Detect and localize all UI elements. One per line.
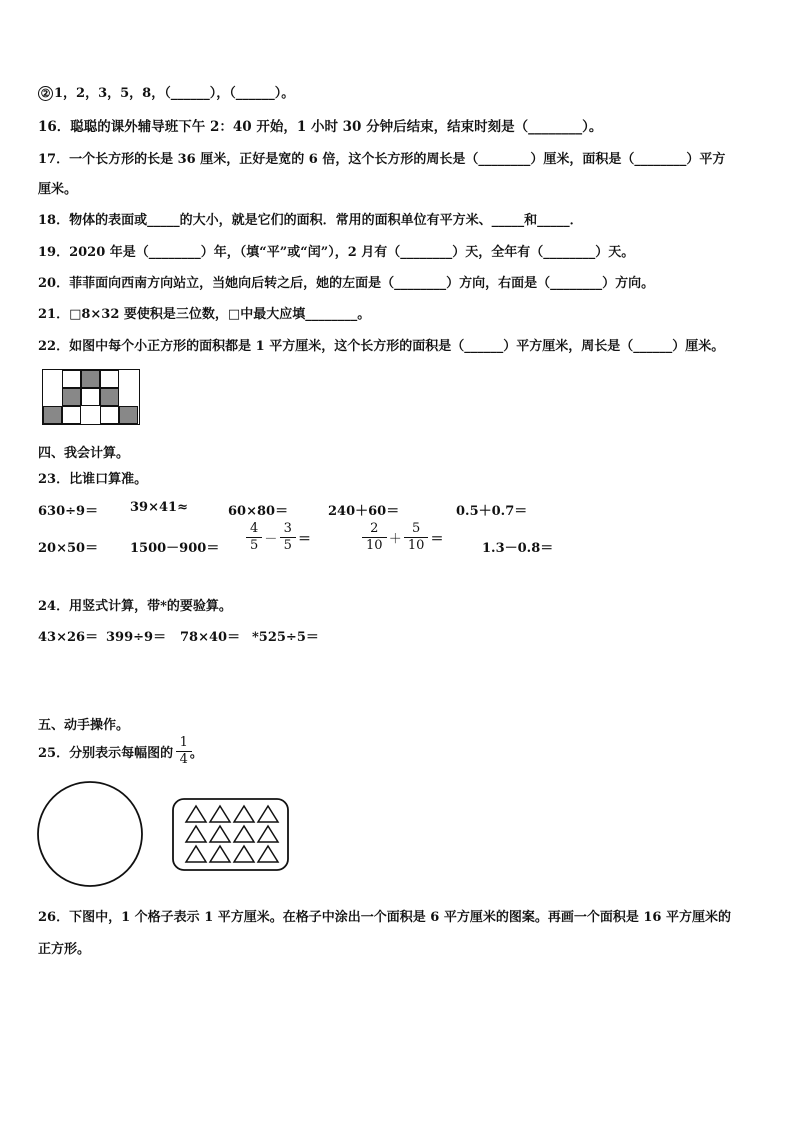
- triangle-icon: [186, 846, 206, 862]
- triangle-icon: [258, 826, 278, 842]
- circle-figure: [36, 780, 148, 890]
- triangles-box-figure: [172, 798, 290, 872]
- denominator: 10: [407, 538, 425, 553]
- q15-line: [38, 82, 294, 101]
- triangle-grid: [186, 806, 278, 862]
- denominator: 5: [283, 538, 292, 553]
- q15-text: 1，2，3，5，8，（______），（______）。: [54, 86, 295, 101]
- triangle-icon: [258, 846, 278, 862]
- fraction-expression-1: [248, 522, 311, 553]
- calc-item: 630÷9＝: [38, 504, 99, 519]
- q22-line: 22．如图中每个小正方形的面积都是 1 平方厘米，这个长方形的面积是（______）平方厘米，周长是（______）厘米。: [38, 339, 725, 354]
- equals: ＝: [430, 532, 444, 547]
- numerator: 3: [283, 521, 292, 536]
- triangle-icon: [210, 806, 230, 822]
- calc-item: 20×50＝: [38, 541, 99, 556]
- fraction-one-quarter: [178, 736, 190, 767]
- q25-end: 。: [189, 746, 203, 761]
- shaded-square: [43, 406, 62, 424]
- denominator: 10: [366, 538, 383, 553]
- shaded-square: [119, 406, 138, 424]
- shaded-square: [62, 388, 81, 406]
- q15-number: ②: [38, 86, 53, 101]
- q24-row: [38, 626, 438, 646]
- triangle-icon: [258, 806, 278, 822]
- square: [62, 406, 81, 424]
- triangle-icon: [186, 806, 206, 822]
- triangle-icon: [234, 826, 254, 842]
- calc-item: 39×41≈: [130, 500, 188, 515]
- q20-line: 20．菲菲面向西南方向站立，当她向后转之后，她的左面是（________）方向，右面是（________）方向。: [38, 276, 655, 291]
- numerator: 5: [411, 521, 421, 536]
- section-4-heading: 四、我会计算。: [38, 446, 130, 461]
- triangle-icon: [234, 806, 254, 822]
- shaded-square: [81, 370, 100, 388]
- calc-item: 0.5＋0.7＝: [456, 504, 528, 519]
- calc-item: 43×26＝: [38, 630, 99, 645]
- q24-line: 24．用竖式计算，带*的要验算。: [38, 599, 232, 614]
- q25-text: 25．分别表示每幅图的: [38, 746, 174, 761]
- calc-item: 399÷9＝: [106, 630, 167, 645]
- calc-item: 1500－900＝: [130, 541, 220, 556]
- triangle-icon: [210, 846, 230, 862]
- operator: ＋: [388, 532, 402, 547]
- q21-line: 21．□8×32 要使积是三位数，□中最大应填________。: [38, 307, 371, 322]
- fraction-expression-2: [364, 522, 444, 553]
- calc-item: 240＋60＝: [328, 504, 400, 519]
- q17-line2: 厘米。: [38, 182, 78, 197]
- calc-item: 60×80＝: [228, 504, 289, 519]
- q23-line: 23．比谁口算准。: [38, 472, 148, 487]
- q18-line: 18．物体的表面或_____的大小，就是它们的面积．常用的面积单位有平方米、_____和_____．: [38, 213, 583, 228]
- numerator: 1: [179, 735, 188, 750]
- numerator: 4: [250, 521, 259, 536]
- operator: －: [264, 532, 278, 547]
- q25-line: [38, 736, 203, 767]
- q16-line: 16．聪聪的课外辅导班下午 2：40 开始，1 小时 30 分钟后结束，结束时刻是（________）。: [38, 119, 603, 135]
- triangle-icon: [234, 846, 254, 862]
- denominator: 5: [250, 538, 259, 553]
- calc-item: 1.3－0.8＝: [482, 541, 554, 556]
- calc-item: *525÷5＝: [252, 630, 319, 645]
- square: [100, 370, 119, 388]
- numerator: 2: [370, 521, 379, 536]
- square: [81, 388, 100, 406]
- equals: ＝: [298, 532, 312, 547]
- square: [100, 406, 119, 424]
- denominator: 4: [179, 752, 188, 767]
- q26-line2: 正方形。: [38, 942, 91, 957]
- calc-item: 78×40＝: [180, 630, 241, 645]
- q23-row2: [38, 520, 758, 568]
- triangle-icon: [186, 826, 206, 842]
- section-5-heading: 五、动手操作。: [38, 718, 130, 733]
- q26-line1: 26．下图中，1 个格子表示 1 平方厘米。在格子中涂出一个面积是 6 平方厘米的图案。再画一个面积是 16 平方厘米的: [38, 910, 731, 925]
- square: [62, 370, 81, 388]
- q19-line: 19．2020 年是（________）年，（填“平”或“闰”），2 月有（________）天，全年有（________）天。: [38, 245, 635, 260]
- shaded-square: [100, 388, 119, 406]
- q22-rectangle-figure: [42, 369, 140, 425]
- triangle-icon: [210, 826, 230, 842]
- q17-line1: 17．一个长方形的长是 36 厘米，正好是宽的 6 倍，这个长方形的周长是（________）厘米，面积是（________）平方: [38, 152, 726, 167]
- q23-row1: [38, 500, 758, 520]
